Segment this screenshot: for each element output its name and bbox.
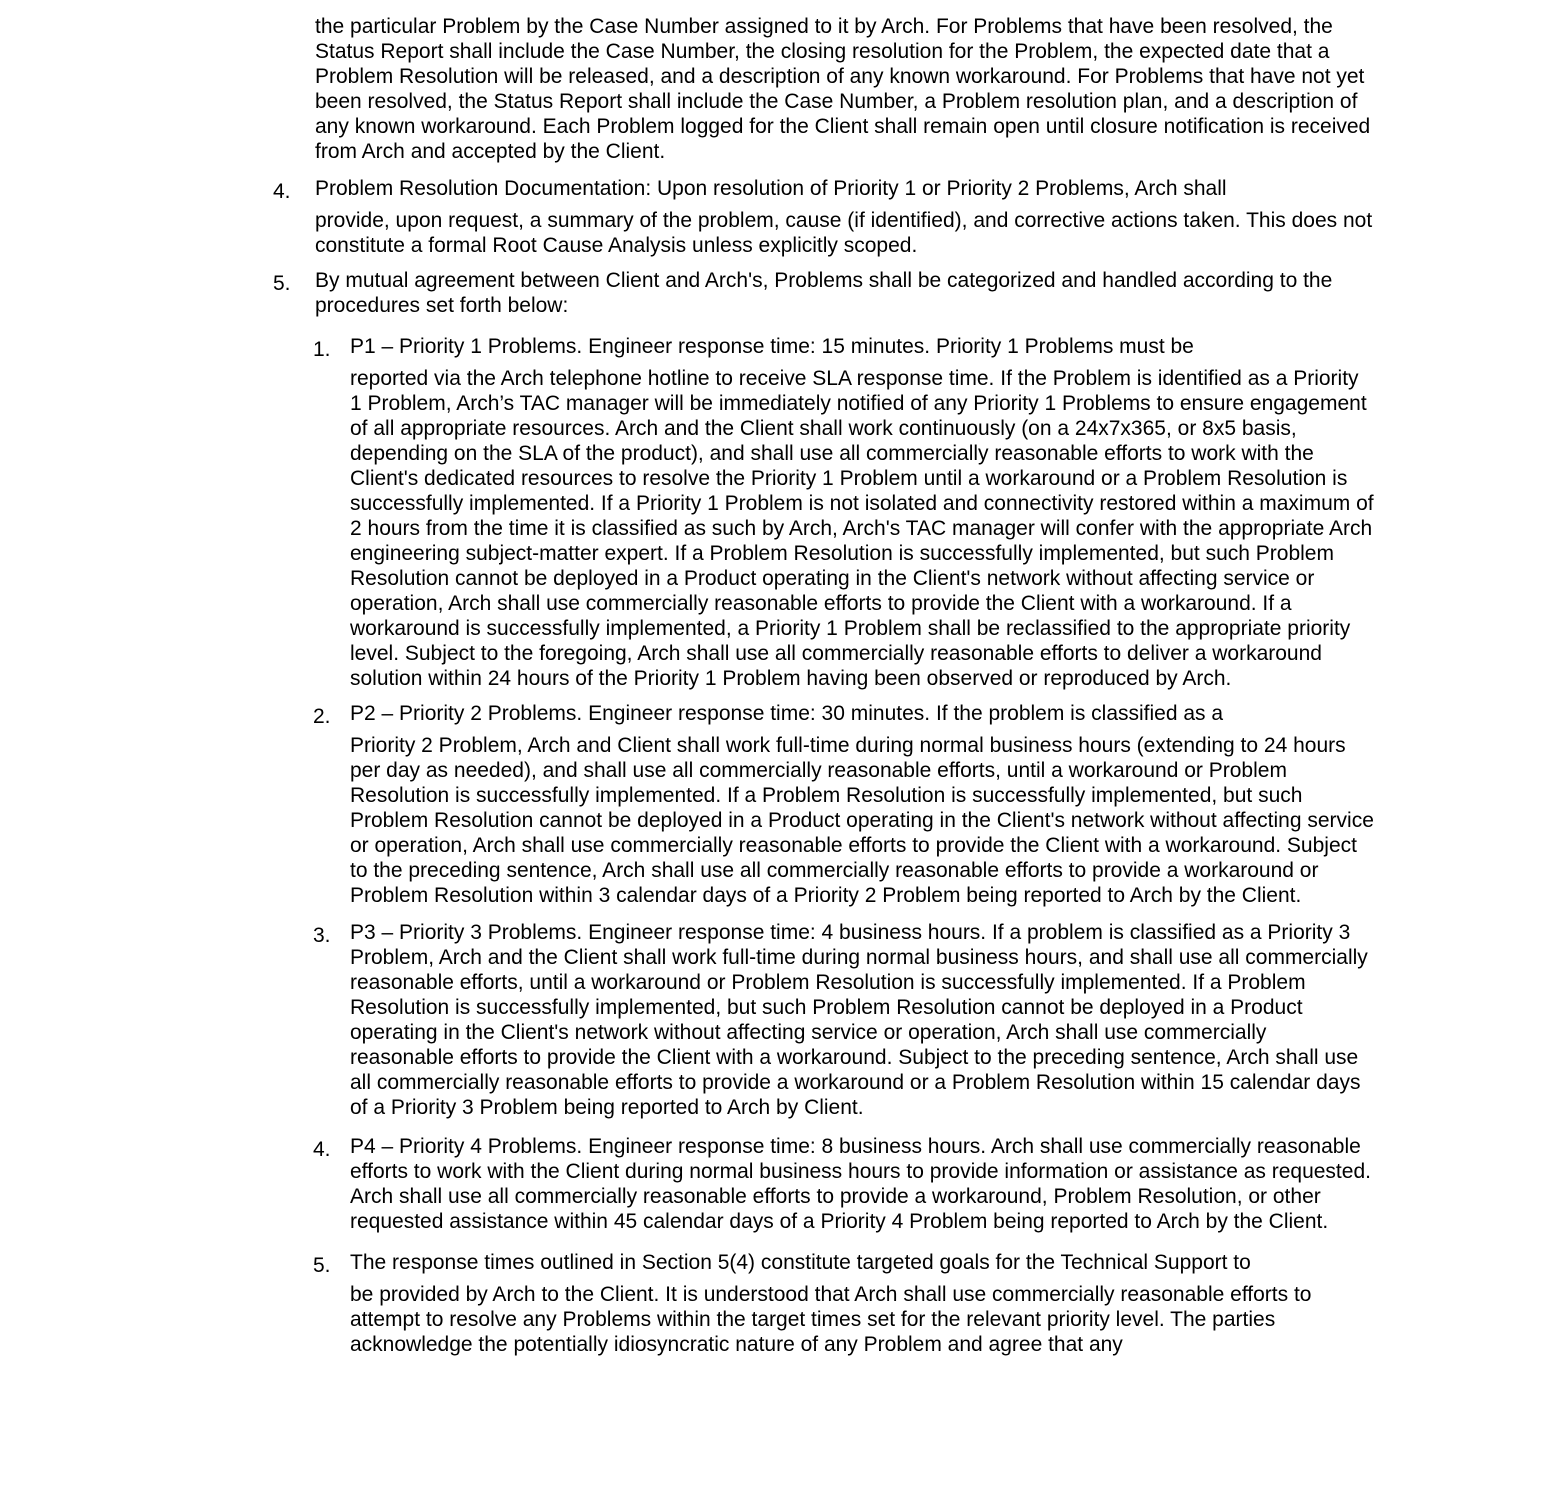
- sub-item-p3-number: 3.: [313, 924, 331, 947]
- list-item-4-number: 4.: [273, 180, 291, 203]
- list-item-4-lead: Problem Resolution Documentation: Upon resolution of Priority 1 or Priority 2 Problems, Arch shall: [315, 177, 1227, 200]
- sub-item-response-times-lead: The response times outlined in Section 5(4) constitute targeted goals for the Technical Support to: [350, 1251, 1251, 1274]
- list-item-5: [273, 268, 1375, 318]
- sub-item-p1-lead: P1 – Priority 1 Problems. Engineer response time: 15 minutes. Priority 1 Problems must be: [350, 335, 1194, 358]
- sub-item-p4: [313, 1134, 1375, 1234]
- list-item-4: [273, 176, 1375, 258]
- sub-item-p2: [313, 701, 1375, 908]
- sub-item-response-times-number: 5.: [313, 1254, 331, 1277]
- list-item-5-number: 5.: [273, 272, 291, 295]
- sub-item-p1-number: 1.: [313, 338, 331, 361]
- intro-paragraph: the particular Problem by the Case Number assigned to it by Arch. For Problems that have been resolved, the Status Report shall include the Case Number, the closing resolution for the Problem, the expected date that a Problem Resolution will be released, and a description of any known workaround. For Problems that have not yet been resolved, the Status Report shall include the Case Number, a Problem resolution plan, and a description of any known workaround. Each Problem logged for the Client shall remain open until closure notification is received from Arch and accepted by the Client.: [315, 15, 1371, 163]
- sub-item-p4-number: 4.: [313, 1138, 331, 1161]
- sub-item-p3-text: P3 – Priority 3 Problems. Engineer response time: 4 business hours. If a problem is classified as a Priority 3 Problem, Arch and the Client shall work full-time during normal business hours, and shall use all commercially reasonable efforts, until a workaround or Problem Resolution is successfully implemented. If a Problem Resolution is successfully implemented, but such Problem Resolution cannot be deployed in a Product operating in the Client's network without affecting service or operation, Arch shall use commercially reasonable efforts to provide the Client with a workaround. Subject to the preceding sentence, Arch shall use all commercially reasonable efforts to provide a workaround or a Problem Resolution within 15 calendar days of a Priority 3 Problem being reported to Arch by Client.: [350, 921, 1368, 1119]
- list-item-5-text: By mutual agreement between Client and Arch's, Problems shall be categorized and handled according to the procedures set forth below:: [315, 269, 1333, 317]
- sub-item-p3: [313, 920, 1375, 1120]
- sub-item-response-times: [313, 1250, 1375, 1357]
- sub-item-p2-lead: P2 – Priority 2 Problems. Engineer response time: 30 minutes. If the problem is classified as a: [350, 702, 1224, 725]
- sub-item-response-times-body: be provided by Arch to the Client. It is understood that Arch shall use commercially reasonable efforts to attempt to resolve any Problems within the target times set for the relevant priority level. The parties acknowledge the potentially idiosyncratic nature of any Problem and agree that any: [350, 1283, 1312, 1356]
- list-item-4-body: provide, upon request, a summary of the problem, cause (if identified), and corrective actions taken. This does not constitute a formal Root Cause Analysis unless explicitly scoped.: [315, 209, 1373, 257]
- sub-item-p2-number: 2.: [313, 705, 331, 728]
- sub-item-p4-text: P4 – Priority 4 Problems. Engineer response time: 8 business hours. Arch shall use commercially reasonable efforts to work with the Client during normal business hours to provide information or assistance as requested. Arch shall use all commercially reasonable efforts to provide a workaround, Problem Resolution, or other requested assistance within 45 calendar days of a Priority 4 Problem being reported to Arch by the Client.: [350, 1135, 1371, 1233]
- sub-item-p2-body: Priority 2 Problem, Arch and Client shall work full-time during normal business hours (extending to 24 hours per day as needed), and shall use all commercially reasonable efforts, until a workaround or Problem Resolution is successfully implemented. If a Problem Resolution is successfully implemented, but such Problem Resolution cannot be deployed in a Product operating in the Client's network without affecting service or operation, Arch shall use commercially reasonable efforts to provide the Client with a workaround. Subject to the preceding sentence, Arch shall use all commercially reasonable efforts to provide a workaround or Problem Resolution within 3 calendar days of a Priority 2 Problem being reported to Arch by the Client.: [350, 734, 1374, 907]
- sub-item-p1: [313, 334, 1375, 691]
- sub-item-p1-body: reported via the Arch telephone hotline to receive SLA response time. If the Problem is identified as a Priority 1 Problem, Arch’s TAC manager will be immediately notified of any Priority 1 Problems to ensure engagement of all appropriate resources. Arch and the Client shall work continuously (on a 24x7x365, or 8x5 basis, depending on the SLA of the product), and shall use all commercially reasonable efforts to work with the Client's dedicated resources to resolve the Priority 1 Problem until a workaround or a Problem Resolution is successfully implemented. If a Priority 1 Problem is not isolated and connectivity restored within a maximum of 2 hours from the time it is classified as such by Arch, Arch's TAC manager will confer with the appropriate Arch engineering subject-matter expert. If a Problem Resolution is successfully implemented, but such Problem Resolution cannot be deployed in a Product operating in the Client's network without affecting service or operation, Arch shall use commercially reasonable efforts to provide the Client with a workaround. If a workaround is successfully implemented, a Priority 1 Problem shall be reclassified to the appropriate priority level. Subject to the foregoing, Arch shall use all commercially reasonable efforts to deliver a workaround solution within 24 hours of the Priority 1 Problem having been observed or reproduced by Arch.: [350, 367, 1374, 690]
